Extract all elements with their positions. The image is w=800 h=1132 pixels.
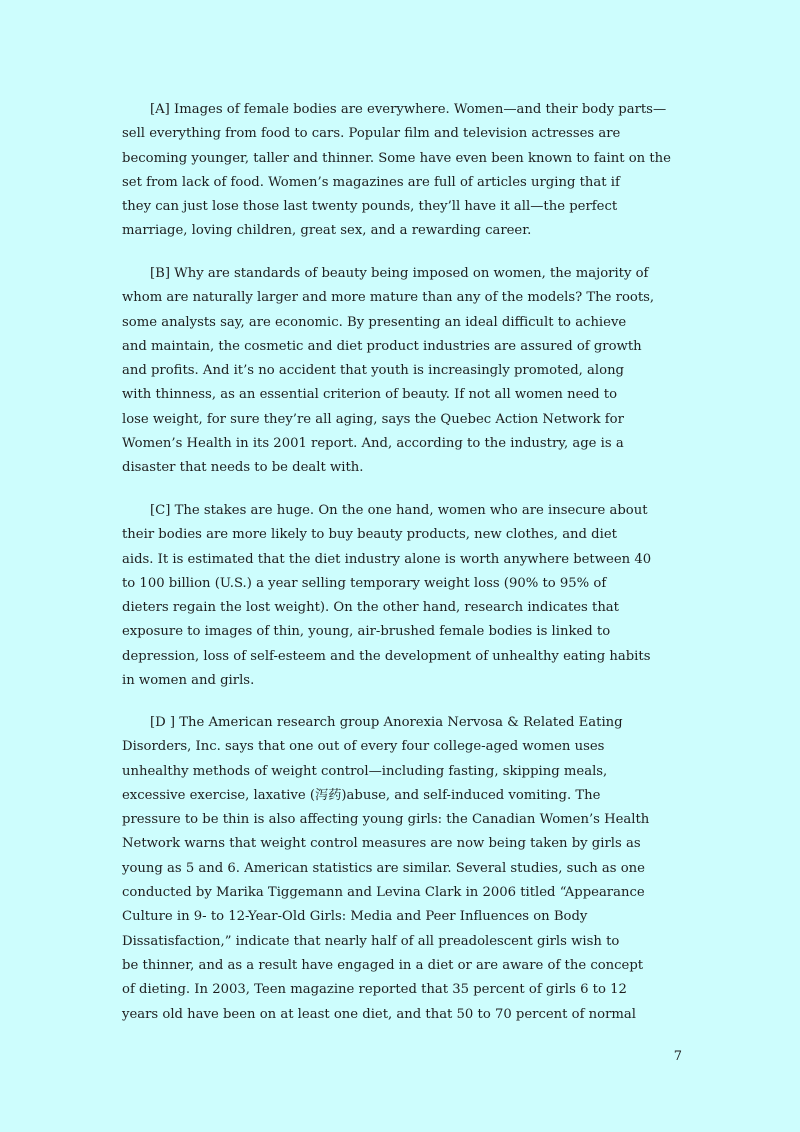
text-line: and maintain, the cosmetic and diet product industries are assured of growth: [122, 338, 642, 354]
text-line: [A] Images of female bodies are everywhere. Women—and their body parts—: [150, 102, 667, 117]
text-line: sell everything from food to cars. Popular film and television actresses are: [122, 126, 621, 142]
text-line: [D ] The American research group Anorexia Nervosa & Related Eating: [150, 715, 623, 730]
text-line: [B] Why are standards of beauty being imposed on women, the majority of: [150, 266, 649, 281]
text-line: conducted by Marika Tiggemann and Levina Clark in 2006 titled “Appearance: [122, 885, 645, 901]
page-number: 7: [673, 1049, 682, 1064]
text-line: excessive exercise, laxative (泻药)abuse, and self-induced vomiting. The: [122, 787, 601, 803]
text-line: Dissatisfaction,” indicate that nearly half of all preadolescent girls wish to: [122, 933, 620, 949]
text-line: Culture in 9- to 12-Year-Old Girls: Media and Peer Influences on Body: [122, 909, 588, 925]
text-line: depression, loss of self-esteem and the development of unhealthy eating habits: [122, 648, 651, 664]
paragraph-b: [122, 262, 682, 481]
text-line: some analysts say, are economic. By presenting an ideal difficult to achieve: [122, 314, 627, 330]
text-line: Disorders, Inc. says that one out of every four college-aged women uses: [122, 739, 605, 755]
text-line: dieters regain the lost weight). On the other hand, research indicates that: [122, 600, 619, 616]
paragraph-d: [122, 711, 682, 1027]
text-line: and profits. And it’s no accident that youth is increasingly promoted, along: [122, 363, 625, 379]
text-line: disaster that needs to be dealt with.: [122, 460, 364, 476]
text-line: marriage, loving children, great sex, and a rewarding career.: [122, 223, 532, 239]
text-line: exposure to images of thin, young, air-brushed female bodies is linked to: [122, 624, 611, 640]
paragraph-c: [122, 499, 682, 693]
text-line: set from lack of food. Women’s magazines are full of articles urging that if: [122, 174, 620, 190]
text-line: their bodies are more likely to buy beauty products, new clothes, and diet: [122, 527, 617, 543]
text-line: they can just lose those last twenty pounds, they’ll have it all—the perfect: [122, 199, 618, 215]
text-line: to 100 billion (U.S.) a year selling temporary weight loss (90% to 95% of: [122, 575, 607, 591]
text-line: lose weight, for sure they’re all aging, says the Quebec Action Network for: [122, 411, 624, 427]
text-line: be thinner, and as a result have engaged in a diet or are aware of the concept: [122, 957, 644, 973]
text-line: Network warns that weight control measures are now being taken by girls as: [122, 836, 641, 852]
text-line: years old have been on at least one diet, and that 50 to 70 percent of normal: [122, 1006, 636, 1022]
text-line: pressure to be thin is also affecting young girls: the Canadian Women’s Health: [122, 812, 650, 828]
text-line: with thinness, as an essential criterion of beauty. If not all women need to: [122, 387, 618, 403]
text-line: of dieting. In 2003, Teen magazine reported that 35 percent of girls 6 to 12: [122, 982, 627, 998]
text-line: young as 5 and 6. American statistics are similar. Several studies, such as one: [122, 860, 645, 876]
text-line: in women and girls.: [122, 673, 255, 689]
text-line: aids. It is estimated that the diet industry alone is worth anywhere between 40: [122, 551, 652, 567]
text-line: [C] The stakes are huge. On the one hand, women who are insecure about: [150, 503, 648, 518]
text-line: whom are naturally larger and more mature than any of the models? The roots,: [122, 290, 655, 306]
text-line: unhealthy methods of weight control—including fasting, skipping meals,: [122, 763, 608, 779]
paragraph-a: [122, 98, 682, 244]
text-line: Women’s Health in its 2001 report. And, according to the industry, age is a: [122, 436, 624, 452]
text-line: becoming younger, taller and thinner. Some have even been known to faint on the: [122, 150, 671, 166]
